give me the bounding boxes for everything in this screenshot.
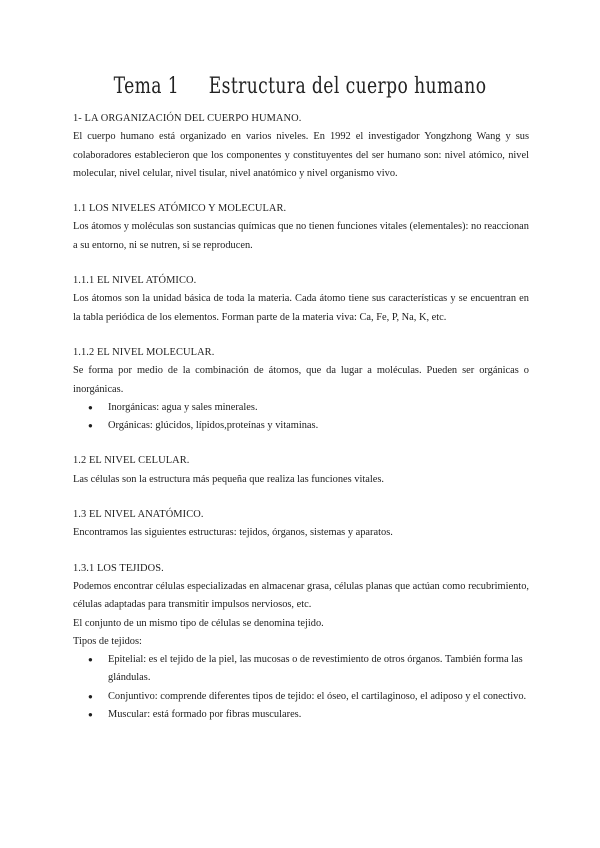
list-item: ● Muscular: está formado por fibras musculares. xyxy=(73,706,529,724)
section-paragraph: Los átomos y moléculas son sustancias químicas que no tienen funciones vitales (elementales): no reaccionan a su entorno, ni se nutren, si se reproducen. xyxy=(73,221,529,251)
section-heading: 1.3 EL NIVEL ANATÓMICO. xyxy=(73,509,204,521)
section-paragraph: El conjunto de un mismo tipo de células se denomina tejido. xyxy=(73,617,324,629)
section-heading: 1.3.1 LOS TEJIDOS. xyxy=(73,562,164,574)
section-heading: 1- LA ORGANIZACIÓN DEL CUERPO HUMANO. xyxy=(73,113,302,124)
list-item: ● Conjuntivo: comprende diferentes tipos de tejido: el óseo, el cartilaginoso, el adiposo y el conectivo. xyxy=(73,688,529,706)
page-title xyxy=(66,74,534,99)
document-body xyxy=(73,110,529,724)
section-paragraph: Podemos encontrar células especializadas en almacenar grasa, células planas que actúan como recubrimiento, células adaptadas para transmitir impulsos nerviosos, etc. xyxy=(73,580,529,611)
section-paragraph: Encontramos las siguientes estructuras: tejidos, órganos, sistemas y aparatos. xyxy=(73,527,393,539)
section-paragraph: Los átomos son la unidad básica de toda la materia. Cada átomo tiene sus características y se encuentran en la tabla periódica de los elementos. Forman parte de la materia viva: Ca, Fe, P, Na, K, etc. xyxy=(73,293,529,323)
list-item: ● Orgánicas: glúcidos, lípidos,proteínas y vitaminas. xyxy=(73,417,529,435)
section-heading: 1.1.1 EL NIVEL ATÓMICO. xyxy=(73,275,197,287)
section-paragraph: Se forma por medio de la combinación de átomos, que da lugar a moléculas. Pueden ser orgánicas o inorgánicas. xyxy=(73,365,529,395)
section-heading: 1.1.2 EL NIVEL MOLECULAR. xyxy=(73,346,215,358)
section-heading: 1.2 EL NIVEL CELULAR. xyxy=(73,455,190,467)
bullet-list xyxy=(73,399,529,436)
title-topic: Tema 1 xyxy=(113,74,180,99)
list-item: ● Inorgánicas: agua y sales minerales. xyxy=(73,399,529,417)
section-paragraph: Las células son la estructura más pequeña que realiza las funciones vitales. xyxy=(73,473,385,485)
section-paragraph: El cuerpo humano está organizado en varios niveles. En 1992 el investigador Yongzhong Wang y sus colaboradores establecieron que los componentes y constituyentes del ser humano son: nivel atómico, nivel molecular, nivel celular, nivel tisular, nivel anatómico y nivel organismo vivo. xyxy=(73,131,529,179)
list-item: ● Epitelial: es el tejido de la piel, las mucosas o de revestimiento de otros órganos. También forma las glándulas. xyxy=(73,651,529,688)
section-heading: 1.1 LOS NIVELES ATÓMICO Y MOLECULAR. xyxy=(73,203,287,215)
title-subject: Estructura del cuerpo humano xyxy=(208,74,487,99)
section-paragraph: Tipos de tejidos: xyxy=(73,635,142,647)
bullet-list xyxy=(73,651,529,724)
